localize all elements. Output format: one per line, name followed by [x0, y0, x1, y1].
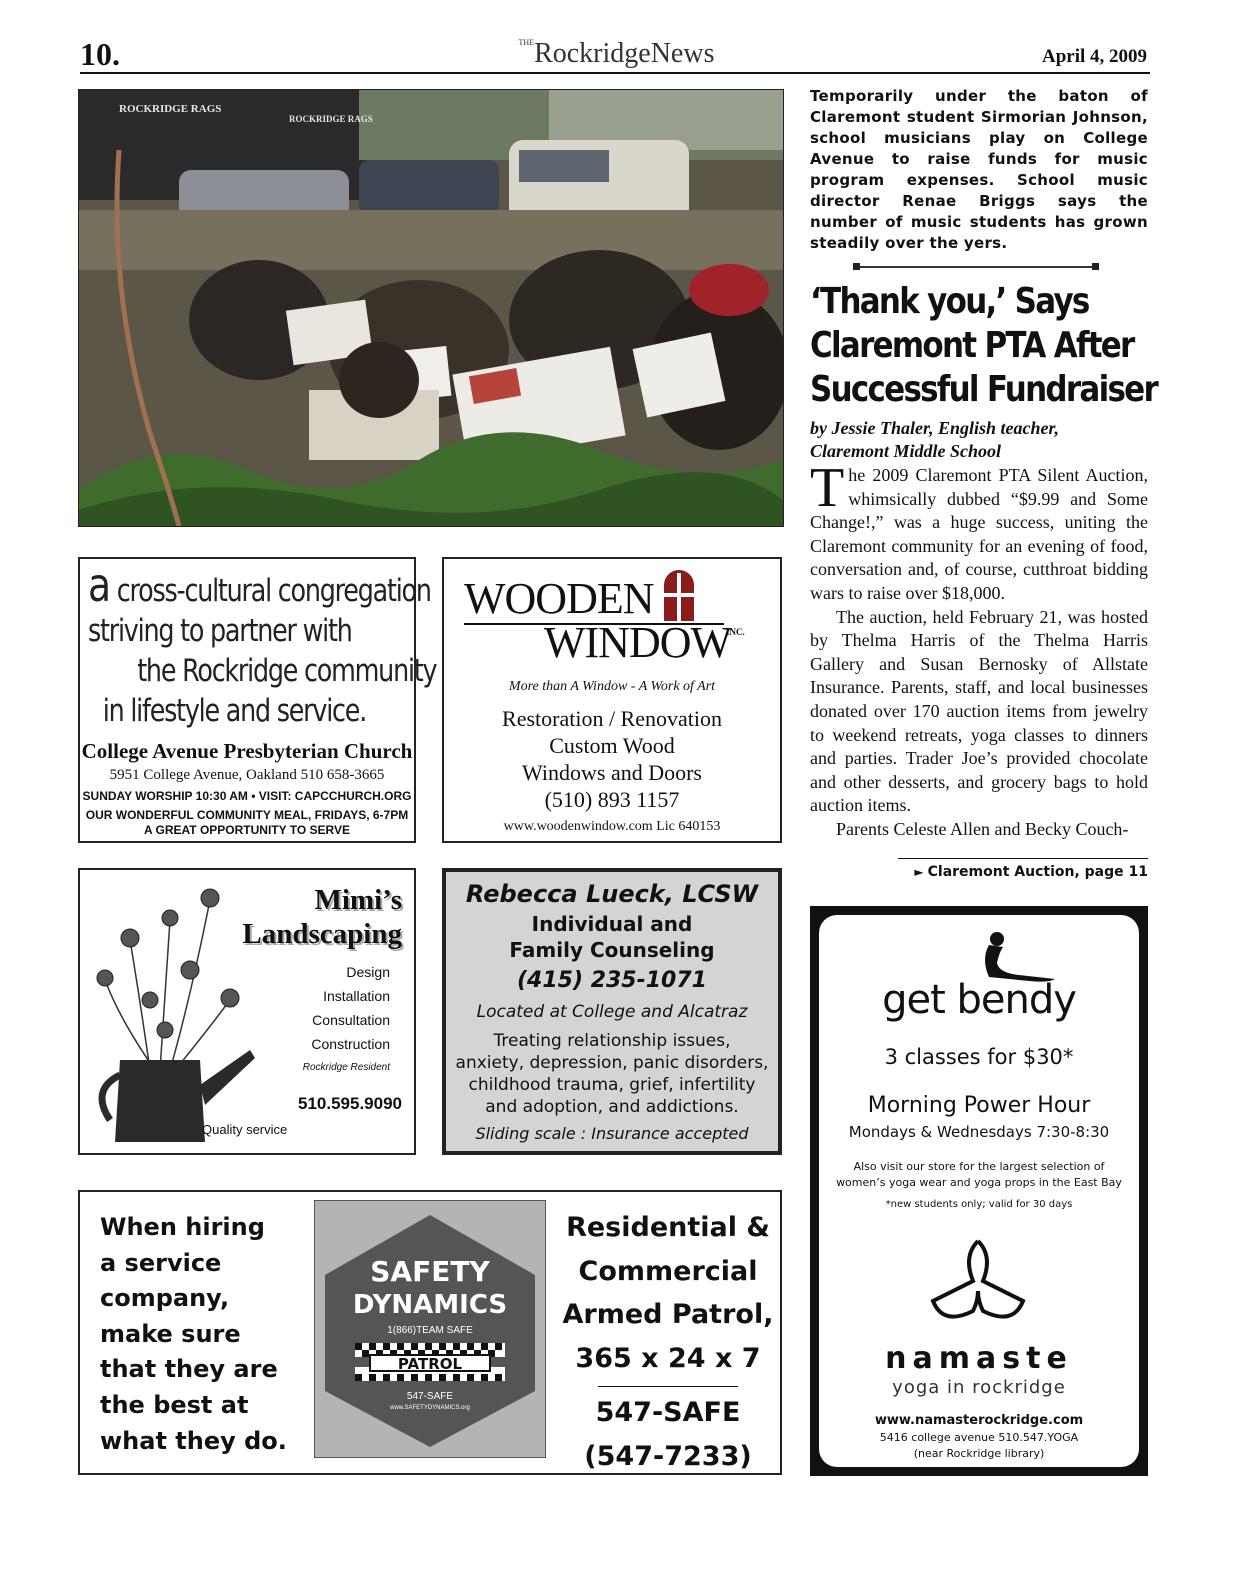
storefront-sign-right: ROCKRIDGE RAGS [289, 114, 373, 124]
article-paragraph-3: Parents Celeste Allen and Becky Couch- [836, 818, 1129, 839]
treatment-line-3: childhood trauma, grief, infertility [468, 1075, 756, 1095]
patrol-line: 365 x 24 x 7 [575, 1342, 761, 1374]
mimi-phone: 510.595.9090 [298, 1094, 402, 1113]
hiring-line: company, [100, 1284, 230, 1313]
counseling-phone: (415) 235-1071 [517, 968, 707, 993]
yoga-schedule: Mondays & Wednesdays 7:30-8:30 [848, 1123, 1110, 1141]
mimi-resident: Rockridge Resident [302, 1062, 390, 1073]
church-name: College Avenue Presbyterian Church [81, 739, 413, 763]
yoga-store-note [819, 1159, 1139, 1191]
logo-safety: SAFETY [370, 1255, 490, 1288]
counseling-service-2: Family Counseling [509, 938, 715, 962]
header-rule [80, 72, 1150, 74]
yoga-new-students-note: *new students only; valid for 30 days [885, 1199, 1073, 1210]
hiring-advice [100, 1210, 287, 1459]
wooden-window-tagline: More than A Window - A Work of Art [508, 679, 716, 694]
page-number: 10. [80, 36, 120, 72]
yoga-offer: 3 classes for $30* [884, 1045, 1074, 1069]
namaste-lotus-icon [923, 1231, 1033, 1341]
article-body [810, 457, 1148, 842]
hiring-line: that they are [100, 1355, 278, 1384]
yoga-ad [810, 906, 1148, 1476]
slogan-line-1: cross-cultural congregation [109, 573, 431, 609]
namaste-brand: namaste [885, 1341, 1073, 1376]
logo-phone: 1(866)TEAM SAFE [387, 1325, 473, 1336]
yoga-ad-inner [819, 915, 1139, 1467]
service-line-1: Restoration / Renovation [502, 706, 722, 731]
yoga-near: (near Rockridge library) [913, 1447, 1045, 1460]
patrol-line: Commercial [578, 1255, 758, 1287]
service-line-3: Windows and Doors [522, 760, 702, 785]
hiring-line: When hiring [100, 1213, 265, 1241]
treatment-line-4: and adoption, and addictions. [485, 1097, 739, 1117]
yoga-class-name: Morning Power Hour [867, 1093, 1091, 1118]
counseling-treatments [446, 1030, 778, 1118]
church-ad [78, 557, 437, 843]
logo-dynamics: DYNAMICS [352, 1290, 508, 1320]
jump-label: Claremont Auction, page 11 [927, 864, 1148, 880]
mimi-service: Construction [311, 1036, 390, 1052]
namaste-subtitle: yoga in rockridge [892, 1377, 1066, 1398]
hiring-line: make sure [100, 1319, 241, 1348]
safety-phone-2: (547-7233) [584, 1440, 752, 1472]
flower-watering-can-icon [90, 880, 260, 1145]
masthead-title: RockridgeNews [534, 38, 715, 69]
counseling-location: Located at College and Alcatraz [476, 1002, 748, 1022]
photo-caption: Temporarily under the baton of Claremont student Sirmorian Johnson, school musicians play on College Avenue to raise funds for music program expenses. School music director Renae Briggs says the number of music students has grown steadily over the yers. [810, 87, 1148, 252]
wooden-window-services [444, 705, 780, 813]
treatment-line-2: anxiety, depression, panic disorders, [455, 1053, 769, 1073]
masthead-the: THE [518, 38, 535, 47]
counselor-name: Rebecca Lueck, LCSW [465, 880, 759, 908]
mimi-quality: Quality service [202, 1122, 288, 1137]
counseling-service-1: Individual and [531, 912, 693, 936]
wooden-window-ad [442, 557, 782, 843]
headline-line-1: ‘Thank you,’ Says [810, 281, 1089, 322]
church-address: 5951 College Avenue, Oakland 510 658-3665 [109, 767, 385, 783]
mimi-service: Design [346, 964, 390, 980]
issue-date: April 4, 2009 [1041, 46, 1147, 67]
logo-inc: INC. [726, 627, 745, 637]
wooden-window-phone: (510) 893 1157 [544, 787, 680, 812]
safety-phone-1: 547-SAFE [595, 1397, 741, 1429]
shield-badge-icon [315, 1201, 545, 1457]
continued-jump-link[interactable] [898, 858, 1148, 880]
mimi-title-1: Mimi’s [314, 884, 402, 916]
patrol-divider [598, 1386, 738, 1387]
store-line-1: Also visit our store for the largest selection of [853, 1160, 1105, 1173]
yoga-headline: get bendy [882, 977, 1076, 1023]
patrol-line: Armed Patrol, [562, 1299, 774, 1331]
safety-dynamics-logo [314, 1200, 546, 1458]
church-serve: A GREAT OPPORTUNITY TO SERVE [143, 823, 351, 837]
byline-line-1: by Jessie Thaler, English teacher, [810, 418, 1060, 438]
byline-line-2: Claremont Middle School [810, 441, 1002, 461]
logo-wooden: WOODEN [464, 574, 654, 623]
slogan-initial: a [88, 558, 110, 612]
hiring-line: what they do. [100, 1426, 287, 1455]
counseling-ad [442, 868, 782, 1155]
mimi-services [311, 960, 390, 1056]
paragraph-1-text: he 2009 Claremont PTA Silent Auction, whimsically dubbed “$9.99 and Some Change!,” was a huge success, uniting the Claremont community for an evening of food, conversation and, of course, cutthroat bidding wars to raise over $18,000. [810, 465, 1148, 603]
drop-cap: T [810, 457, 845, 519]
treatment-line-1: Treating relationship issues, [493, 1031, 731, 1051]
band-photo [78, 89, 784, 527]
church-worship: SUNDAY WORSHIP 10:30 AM • VISIT: CAPCCHURCH.ORG [82, 789, 412, 803]
mimi-landscaping-ad [78, 868, 416, 1155]
store-line-2: women’s yoga wear and yoga props in the East Bay [836, 1176, 1122, 1189]
slogan-line-4: in lifestyle and service. [102, 693, 367, 729]
safety-dynamics-ad [78, 1190, 782, 1475]
storefront-sign-left: ROCKRIDGE RAGS [119, 103, 222, 115]
article-headline [810, 280, 1157, 412]
logo-safe: 547-SAFE [406, 1391, 454, 1402]
hiring-line: a service [100, 1248, 222, 1277]
wooden-window-web: www.woodenwindow.com Lic 640153 [503, 819, 721, 834]
patrol-line: Residential & [566, 1212, 770, 1243]
mimi-service: Consultation [312, 1012, 390, 1028]
logo-patrol: PATROL [397, 1355, 463, 1373]
counseling-sliding-scale: Sliding scale : Insurance accepted [475, 1124, 749, 1143]
separator-rule [855, 266, 1097, 268]
headline-line-3: Successful Fundraiser [810, 369, 1157, 410]
slogan-line-3: the Rockridge community [137, 653, 437, 689]
church-slogan [88, 558, 437, 731]
mimi-service: Installation [323, 988, 390, 1004]
article-byline [810, 417, 1148, 463]
logo-window: WINDOW [544, 618, 732, 667]
yoga-website: www.namasterockridge.com [874, 1413, 1084, 1428]
street-band-illustration [79, 90, 783, 526]
church-meal: OUR WONDERFUL COMMUNITY MEAL, FRIDAYS, 6-7PM [85, 808, 409, 822]
hiring-line: the best at [100, 1390, 249, 1419]
patrol-services [562, 1206, 774, 1479]
article-paragraph-1 [810, 457, 1148, 606]
article-paragraph-2: The auction, held February 21, was hosted by Thelma Harris of the Thelma Harris Gallery and Susan Bernosky of Allstate Insurance. Parents, staff, and local businesses donated over 170 auction items from jewelry to weekend retreats, yoga classes to dinners and parties. Trader Joe’s provided chocolate and other desserts, and grocery bags to hold auction items. [810, 606, 1148, 816]
headline-line-2: Claremont PTA After [810, 325, 1134, 366]
logo-web: www.SAFETYDYNAMICS.org [390, 1405, 470, 1411]
yoga-address: 5416 college avenue 510.547.YOGA [879, 1431, 1079, 1444]
window-icon [662, 567, 696, 621]
mimi-title-2: Landscaping [242, 918, 402, 950]
slogan-line-2: striving to partner with [88, 613, 352, 649]
service-line-2: Custom Wood [549, 733, 675, 758]
arrow-right-icon: ► [914, 865, 924, 879]
